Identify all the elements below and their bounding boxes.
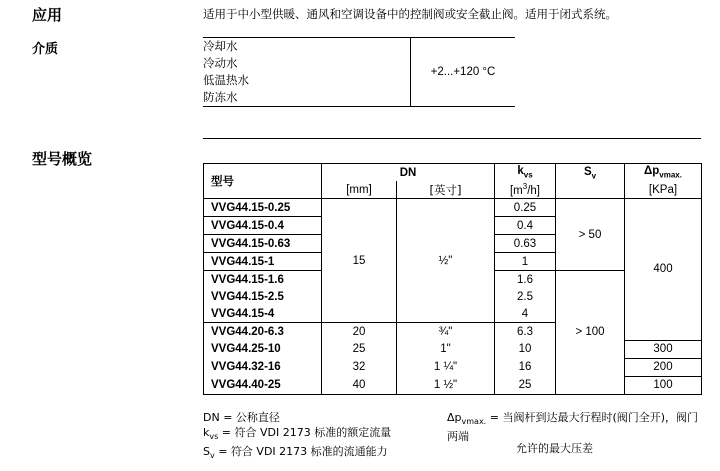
model-cell: VVG44.15-4 (204, 305, 322, 323)
models-heading: 型号概览 (32, 150, 93, 168)
medium-temperature: +2...+120 °C (411, 38, 516, 107)
legend-kvs: $k_{vs}$ = 符合 VDI 2173 标准的额定流量 (203, 426, 392, 442)
dp-cell: 200 (625, 358, 702, 376)
dn-cell: 40 (322, 376, 397, 394)
medium-heading: 介质 (32, 42, 59, 57)
model-cell: VVG44.20-6.3 (204, 323, 322, 341)
model-cell: VVG44.15-0.25 (204, 199, 322, 217)
medium-item: 低温热水 (203, 73, 249, 87)
legend-dp: $\Delta p_{vmax.}$ = 当阀杆到达最大行程时(阀门全开)，阀门两端 (447, 411, 699, 444)
table-row (204, 376, 702, 394)
inch-cell: ¾" (397, 323, 495, 341)
header-kvs: $k_{vs}$ (495, 164, 556, 182)
medium-item: 冷却水 (203, 39, 238, 53)
kvs-cell: 1 (495, 253, 556, 271)
application-heading: 应用 (32, 6, 63, 24)
legend-dn: DN = 公称直径 (203, 411, 280, 424)
dp-cell: 100 (625, 376, 702, 394)
model-cell: VVG44.32-16 (204, 358, 322, 376)
dn-cell: 32 (322, 358, 397, 376)
medium-item: 防冻水 (203, 90, 238, 104)
section-divider (203, 138, 701, 139)
kvs-cell: 1.6 (495, 271, 556, 289)
kvs-cell: 10 (495, 340, 556, 358)
inch-cell: 1" (397, 340, 495, 358)
dn-cell: 15 (322, 199, 397, 323)
header-dn: DN (322, 164, 495, 182)
model-cell: VVG44.15-2.5 (204, 288, 322, 305)
model-cell: VVG44.25-10 (204, 340, 322, 358)
header-dn-inch: [英寸] (397, 181, 495, 199)
table-row (204, 340, 702, 358)
inch-cell: 1 ¼" (397, 358, 495, 376)
header-dp-unit: [KPa] (625, 181, 702, 199)
legend-left (203, 410, 391, 463)
dn-cell: 25 (322, 340, 397, 358)
header-kvs-unit: $[m^3/h]$ (495, 181, 556, 199)
medium-list (203, 38, 411, 107)
kvs-cell: 16 (495, 358, 556, 376)
model-cell: VVG44.40-25 (204, 376, 322, 394)
dp-cell: 400 (625, 199, 702, 341)
model-cell: VVG44.15-0.4 (204, 217, 322, 235)
header-sv: $S_v$ (556, 164, 625, 199)
medium-table (203, 37, 515, 107)
medium-item: 冷动水 (203, 56, 238, 70)
legend-sv: $S_v$ = 符合 VDI 2173 标准的流通能力 (203, 445, 388, 461)
model-cell: VVG44.15-1 (204, 253, 322, 271)
header-model: 型号 (204, 164, 322, 199)
table-row (204, 199, 702, 217)
legend-dp-continued: 允许的最大压差 (516, 442, 593, 455)
model-cell: VVG44.15-0.63 (204, 235, 322, 253)
kvs-cell: 0.63 (495, 235, 556, 253)
kvs-cell: 25 (495, 376, 556, 394)
model-spec-table (203, 163, 702, 395)
application-text: 适用于中小型供暖、通风和空调设备中的控制阀或安全截止阀。适用于闭式系统。 (203, 7, 617, 21)
inch-cell: 1 ½" (397, 376, 495, 394)
kvs-cell: 6.3 (495, 323, 556, 341)
dn-cell: 20 (322, 323, 397, 341)
header-dn-mm: [mm] (322, 181, 397, 199)
kvs-cell: 2.5 (495, 288, 556, 305)
model-cell: VVG44.15-1.6 (204, 271, 322, 289)
table-row (204, 358, 702, 376)
sv-cell: > 100 (556, 271, 625, 395)
header-dp: $\Delta p_{vmax.}$ (625, 164, 702, 182)
kvs-cell: 0.25 (495, 199, 556, 217)
inch-cell: ½" (397, 199, 495, 323)
dp-cell: 300 (625, 340, 702, 358)
kvs-cell: 0.4 (495, 217, 556, 235)
sv-cell: > 50 (556, 199, 625, 271)
kvs-cell: 4 (495, 305, 556, 323)
